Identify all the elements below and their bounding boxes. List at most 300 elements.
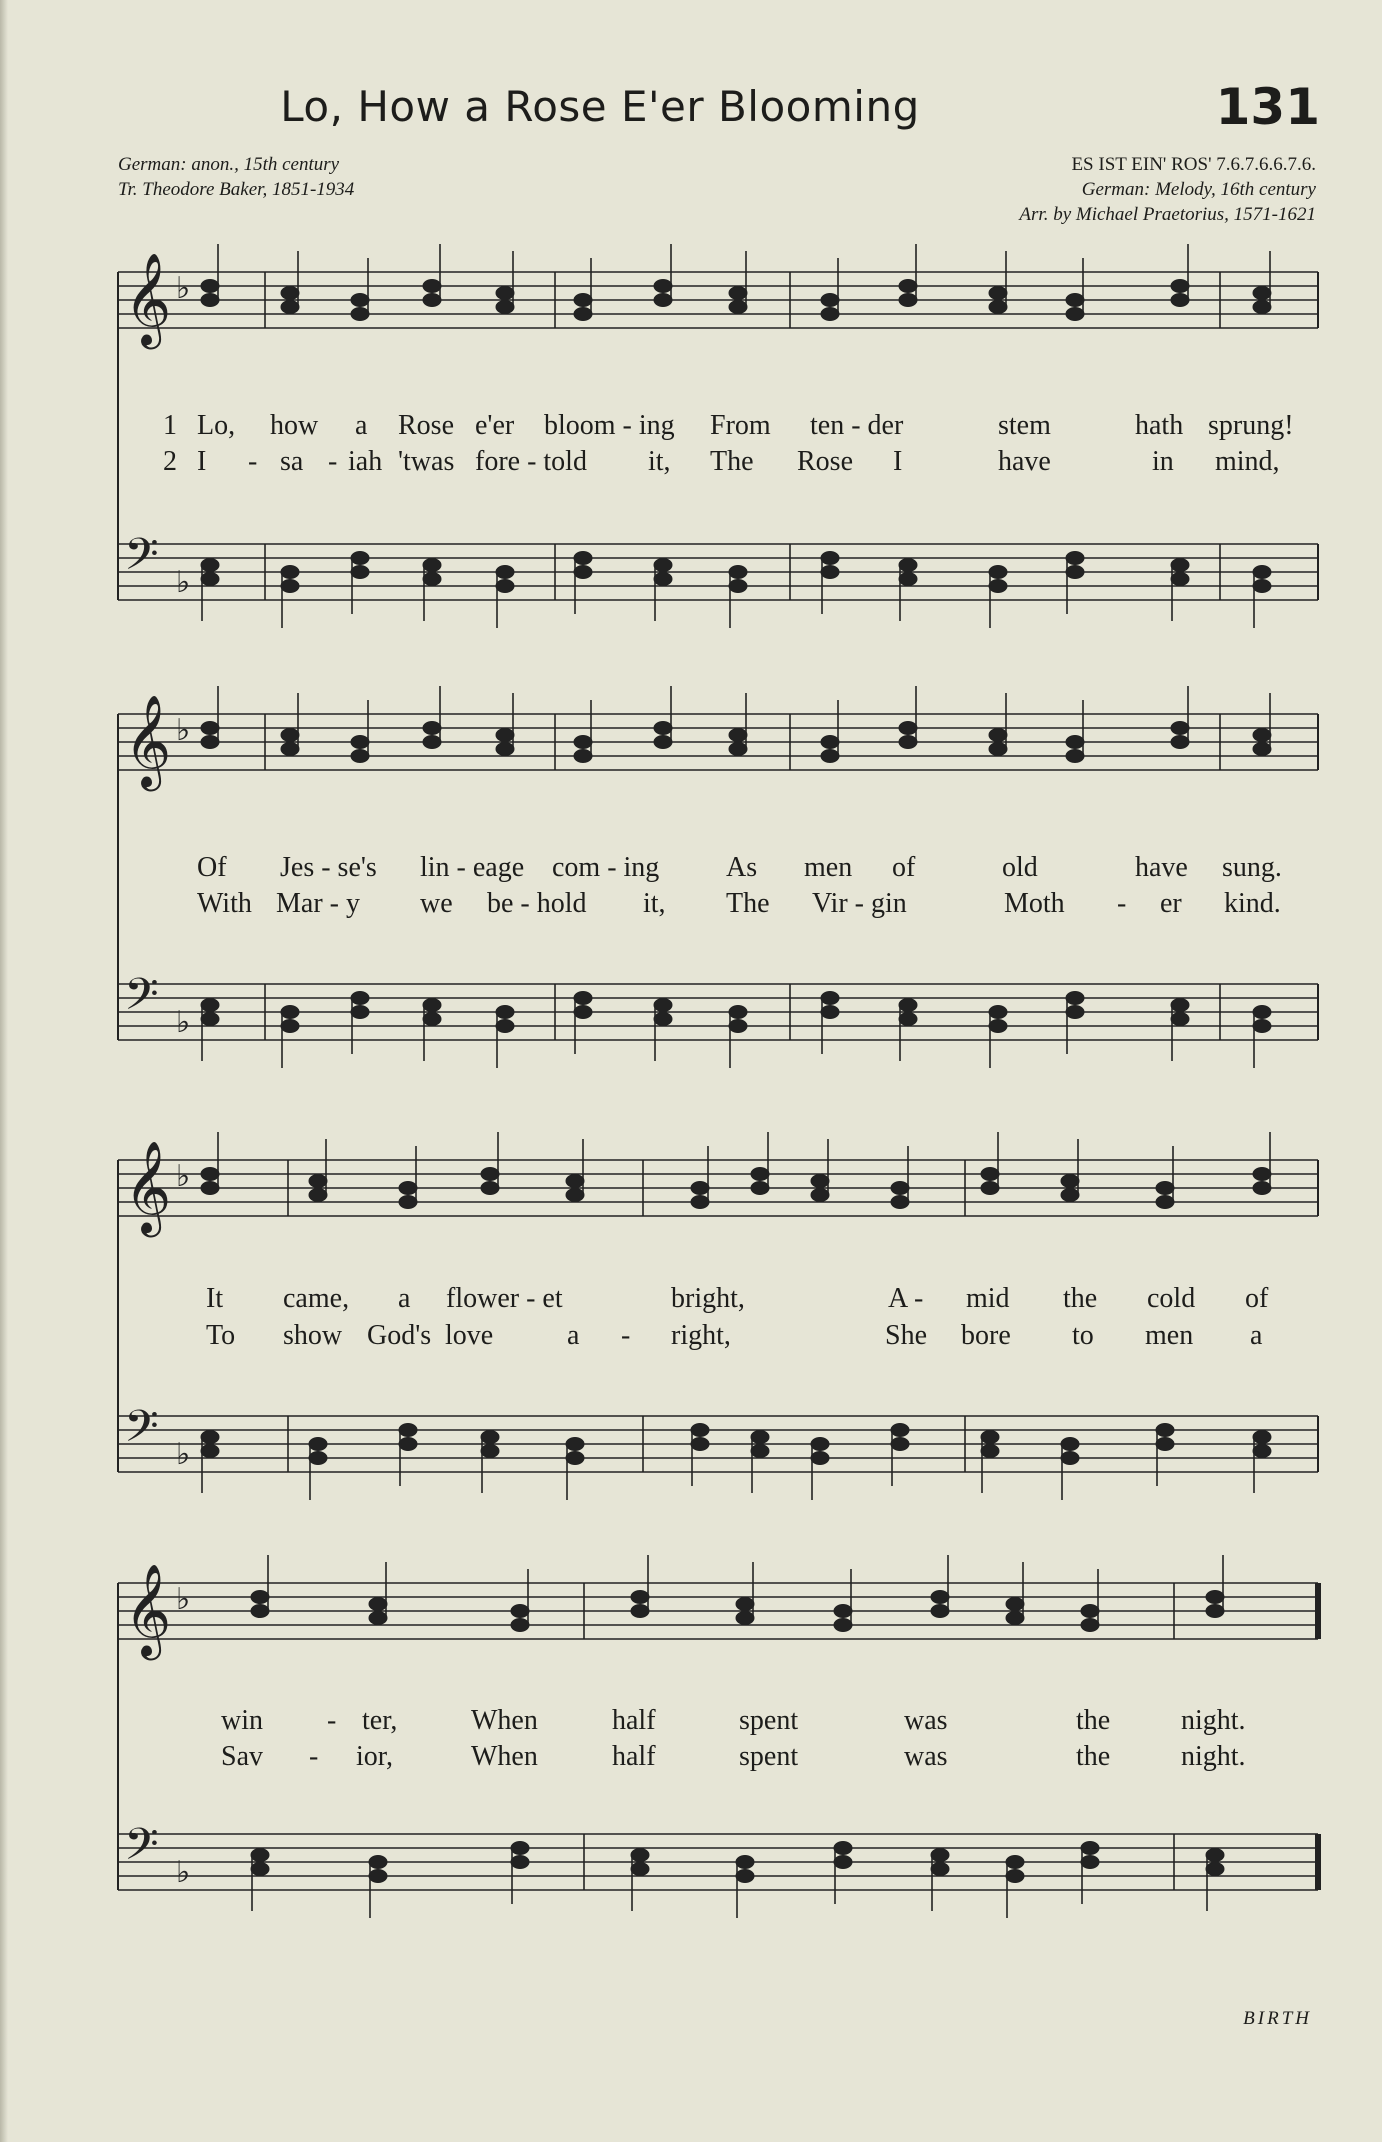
flat-sign-icon: ♭ (176, 1159, 191, 1194)
note-head (989, 729, 1007, 742)
note-head (891, 1196, 909, 1209)
note-head (1171, 722, 1189, 735)
flat-sign-icon: ♭ (176, 713, 191, 748)
note-head (1081, 1856, 1099, 1869)
note-head (201, 1168, 219, 1181)
note-head (1253, 566, 1271, 579)
lyric-syllable: Mar - y (276, 888, 360, 919)
note-head (351, 750, 369, 763)
lyric-syllable: er (1160, 888, 1182, 919)
note-head (1253, 301, 1271, 314)
bass-clef-icon: 𝄢 (124, 528, 159, 591)
note-head (981, 1168, 999, 1181)
lyric-syllable: I (893, 446, 903, 477)
lyric-syllable: 'twas (398, 446, 455, 477)
note-head (496, 729, 514, 742)
note-head (201, 559, 219, 572)
note-head (989, 580, 1007, 593)
note-head (989, 1006, 1007, 1019)
note-head (309, 1438, 327, 1451)
note-head (1061, 1189, 1079, 1202)
note-head (729, 1020, 747, 1033)
note-head (729, 287, 747, 300)
note-head (423, 280, 441, 293)
treble-clef-icon: 𝄞 (124, 1140, 172, 1233)
lyric-syllable: I (197, 446, 207, 477)
note-head (566, 1438, 584, 1451)
note-head (1061, 1438, 1079, 1451)
note-head (1171, 559, 1189, 572)
lyric-syllable: Sav (221, 1741, 263, 1772)
note-head (309, 1175, 327, 1188)
note-head (811, 1175, 829, 1188)
note-head (1066, 566, 1084, 579)
note-head (481, 1168, 499, 1181)
note-head (899, 280, 917, 293)
note-head (989, 743, 1007, 756)
note-head (834, 1856, 852, 1869)
note-head (631, 1591, 649, 1604)
note-head (351, 566, 369, 579)
note-head (423, 294, 441, 307)
note-head (201, 722, 219, 735)
lyric-syllable: the (1076, 1705, 1111, 1736)
lyric-syllable: a (398, 1283, 411, 1314)
note-head (931, 1849, 949, 1862)
lyric-syllable: It (206, 1283, 224, 1314)
lyric-syllable: - (327, 1705, 337, 1736)
note-head (899, 573, 917, 586)
lyric-syllable: it, (648, 446, 671, 477)
lyric-syllable: The (726, 888, 770, 919)
lyric-syllable: night. (1181, 1741, 1246, 1772)
lyric-syllable: spent (739, 1741, 799, 1772)
lyric-syllable: of (892, 852, 916, 883)
hymn-title: Lo, How a Rose E'er Blooming (280, 82, 920, 131)
lyric-syllable: mid (966, 1283, 1010, 1314)
bass-clef-icon: 𝄢 (124, 968, 159, 1031)
note-head (691, 1182, 709, 1195)
note-head (251, 1605, 269, 1618)
note-head (1006, 1612, 1024, 1625)
note-head (729, 580, 747, 593)
note-head (981, 1182, 999, 1195)
lyric-syllable: Rose (797, 446, 853, 477)
lyric-syllable: - (621, 1320, 631, 1351)
note-head (834, 1842, 852, 1855)
note-head (481, 1182, 499, 1195)
note-head (1081, 1619, 1099, 1632)
lyric-syllable: to (1072, 1320, 1094, 1351)
lyric-syllable: e'er (475, 410, 515, 441)
lyric-syllable: the (1076, 1741, 1111, 1772)
note-head (736, 1856, 754, 1869)
lyric-syllable: kind. (1224, 888, 1281, 919)
lyric-syllable: From (710, 410, 771, 441)
note-head (281, 1006, 299, 1019)
note-head (1006, 1870, 1024, 1883)
note-head (821, 566, 839, 579)
flat-sign-icon: ♭ (176, 1855, 191, 1890)
lyric-syllable: love (445, 1320, 494, 1351)
melody-credit: German: Melody, 16th century (1081, 179, 1316, 200)
lyric-syllable: Moth (1004, 888, 1065, 919)
note-head (1171, 573, 1189, 586)
note-head (821, 750, 839, 763)
lyric-syllable: God's (367, 1320, 432, 1351)
lyric-syllable: how (270, 410, 319, 441)
note-head (281, 287, 299, 300)
lyric-syllable: right, (671, 1320, 731, 1351)
note-head (654, 736, 672, 749)
note-head (423, 736, 441, 749)
lyric-syllable: sa (280, 446, 304, 477)
lyric-syllable: be - hold (487, 888, 587, 919)
note-head (654, 573, 672, 586)
note-head (399, 1438, 417, 1451)
flat-sign-icon: ♭ (176, 565, 191, 600)
lyric-syllable: old (1002, 852, 1038, 883)
note-head (811, 1452, 829, 1465)
lyric-syllable: the (1063, 1283, 1098, 1314)
note-head (1253, 1431, 1271, 1444)
note-head (821, 552, 839, 565)
note-head (566, 1189, 584, 1202)
note-head (201, 1182, 219, 1195)
verse-number: 1 (163, 410, 177, 441)
topic-label: BIRTH (1243, 2008, 1312, 2029)
note-head (201, 1431, 219, 1444)
note-head (1253, 287, 1271, 300)
note-head (496, 743, 514, 756)
note-head (496, 1006, 514, 1019)
text-source: German: anon., 15th century (118, 154, 340, 175)
note-head (201, 294, 219, 307)
lyric-syllable: show (283, 1320, 343, 1351)
lyric-syllable: She (885, 1320, 927, 1351)
lyric-syllable: When (471, 1741, 538, 1772)
flat-sign-icon: ♭ (176, 271, 191, 306)
lyric-syllable: sung. (1222, 852, 1282, 883)
note-head (899, 1013, 917, 1026)
note-head (1253, 729, 1271, 742)
lyric-syllable: came, (283, 1283, 350, 1314)
lyric-syllable: was (904, 1741, 948, 1772)
note-head (351, 308, 369, 321)
note-head (281, 729, 299, 742)
lyric-syllable: mind, (1215, 446, 1280, 477)
lyric-syllable: have (1135, 852, 1188, 883)
lyric-syllable: cold (1147, 1283, 1196, 1314)
note-head (1061, 1175, 1079, 1188)
lyric-syllable: men (804, 852, 853, 883)
note-head (691, 1438, 709, 1451)
note-head (351, 992, 369, 1005)
note-head (654, 999, 672, 1012)
note-head (1253, 743, 1271, 756)
note-head (1206, 1605, 1224, 1618)
note-head (351, 736, 369, 749)
note-head (981, 1445, 999, 1458)
lyric-syllable: stem (998, 410, 1051, 441)
note-head (729, 729, 747, 742)
note-head (729, 743, 747, 756)
note-head (751, 1431, 769, 1444)
lyric-syllable: hath (1135, 410, 1184, 441)
note-head (423, 573, 441, 586)
note-head (511, 1856, 529, 1869)
lyric-syllable: The (710, 446, 754, 477)
note-head (201, 280, 219, 293)
note-head (496, 287, 514, 300)
lyric-syllable: iah (348, 446, 383, 477)
note-head (423, 559, 441, 572)
treble-clef-icon: 𝄞 (124, 252, 172, 345)
lyric-syllable: When (471, 1705, 538, 1736)
note-head (1081, 1605, 1099, 1618)
note-head (736, 1598, 754, 1611)
note-head (1061, 1452, 1079, 1465)
note-head (1206, 1591, 1224, 1604)
bass-clef-icon: 𝄢 (124, 1818, 159, 1881)
note-head (1253, 1006, 1271, 1019)
lyric-syllable: half (612, 1705, 656, 1736)
note-head (631, 1849, 649, 1862)
lyric-syllable: - (248, 446, 258, 477)
flat-sign-icon: ♭ (176, 1437, 191, 1472)
note-head (821, 992, 839, 1005)
lyric-syllable: men (1145, 1320, 1194, 1351)
lyric-syllable: Vir - gin (812, 888, 907, 919)
lyric-syllable: ten - der (810, 410, 904, 441)
note-head (574, 294, 592, 307)
note-head (1066, 736, 1084, 749)
note-head (511, 1619, 529, 1632)
note-head (574, 308, 592, 321)
note-head (654, 1013, 672, 1026)
lyric-syllable: spent (739, 1705, 799, 1736)
lyric-syllable: night. (1181, 1705, 1246, 1736)
note-head (1171, 280, 1189, 293)
note-head (729, 301, 747, 314)
note-head (281, 301, 299, 314)
note-head (1171, 294, 1189, 307)
note-head (399, 1424, 417, 1437)
note-head (654, 722, 672, 735)
note-head (631, 1863, 649, 1876)
note-head (1171, 736, 1189, 749)
note-head (1206, 1863, 1224, 1876)
flat-sign-icon: ♭ (176, 1005, 191, 1040)
lyric-syllable: win (221, 1705, 263, 1736)
lyric-syllable: - (309, 1741, 319, 1772)
note-head (834, 1605, 852, 1618)
note-head (751, 1445, 769, 1458)
note-head (1156, 1182, 1174, 1195)
lyric-syllable: in (1152, 446, 1174, 477)
note-head (751, 1182, 769, 1195)
lyric-syllable: a (1250, 1320, 1263, 1351)
note-head (496, 1020, 514, 1033)
lyric-syllable: sprung! (1208, 410, 1294, 441)
note-head (496, 301, 514, 314)
note-head (1253, 1445, 1271, 1458)
note-head (1066, 294, 1084, 307)
note-head (574, 736, 592, 749)
note-head (811, 1438, 829, 1451)
note-head (369, 1612, 387, 1625)
note-head (281, 743, 299, 756)
note-head (989, 566, 1007, 579)
note-head (899, 736, 917, 749)
note-head (729, 566, 747, 579)
note-head (631, 1605, 649, 1618)
note-head (201, 1445, 219, 1458)
note-head (201, 1013, 219, 1026)
note-head (481, 1445, 499, 1458)
note-head (1253, 1182, 1271, 1195)
note-head (351, 552, 369, 565)
treble-clef-icon: 𝄞 (124, 1563, 172, 1656)
lyric-syllable: was (904, 1705, 948, 1736)
treble-clef-icon: 𝄞 (124, 694, 172, 787)
lyric-syllable: have (998, 446, 1051, 477)
note-head (574, 566, 592, 579)
note-head (369, 1856, 387, 1869)
flat-sign-icon: ♭ (176, 1582, 191, 1617)
lyric-syllable: bore (961, 1320, 1011, 1351)
note-head (989, 301, 1007, 314)
note-head (251, 1591, 269, 1604)
note-head (931, 1591, 949, 1604)
note-head (821, 294, 839, 307)
lyric-syllable: ior, (356, 1741, 393, 1772)
note-head (654, 559, 672, 572)
note-head (309, 1189, 327, 1202)
note-head (1066, 308, 1084, 321)
note-head (1253, 580, 1271, 593)
note-head (423, 722, 441, 735)
note-head (1066, 750, 1084, 763)
note-head (574, 1006, 592, 1019)
note-head (931, 1863, 949, 1876)
note-head (691, 1196, 709, 1209)
note-head (1253, 1020, 1271, 1033)
lyric-syllable: Of (197, 852, 227, 883)
note-head (989, 287, 1007, 300)
note-head (736, 1612, 754, 1625)
lyric-syllable: of (1245, 1283, 1269, 1314)
note-head (1156, 1196, 1174, 1209)
note-head (511, 1605, 529, 1618)
note-head (574, 750, 592, 763)
note-head (1066, 1006, 1084, 1019)
lyric-syllable: a (355, 410, 368, 441)
note-head (834, 1619, 852, 1632)
note-head (1171, 1013, 1189, 1026)
lyric-syllable: - (914, 1283, 924, 1314)
lyric-syllable: With (197, 888, 252, 919)
lyric-syllable: A (888, 1283, 909, 1314)
note-head (1206, 1849, 1224, 1862)
lyric-syllable: Rose (398, 410, 454, 441)
note-head (281, 580, 299, 593)
note-head (654, 294, 672, 307)
note-head (423, 1013, 441, 1026)
note-head (891, 1182, 909, 1195)
note-head (1253, 1168, 1271, 1181)
lyric-syllable: com - ing (552, 852, 660, 883)
verse-number: 2 (163, 446, 177, 477)
note-head (899, 722, 917, 735)
note-head (891, 1438, 909, 1451)
note-head (821, 308, 839, 321)
note-head (251, 1849, 269, 1862)
lyric-syllable: As (726, 852, 758, 883)
note-head (281, 566, 299, 579)
note-head (931, 1605, 949, 1618)
lyric-syllable: fore - told (475, 446, 587, 477)
note-head (423, 999, 441, 1012)
note-head (351, 294, 369, 307)
tune-name: ES IST EIN' ROS' 7.6.7.6.6.7.6. (1071, 154, 1316, 175)
note-head (1156, 1438, 1174, 1451)
note-head (1156, 1424, 1174, 1437)
note-head (1066, 992, 1084, 1005)
note-head (981, 1431, 999, 1444)
note-head (399, 1196, 417, 1209)
note-head (399, 1182, 417, 1195)
lyric-syllable: bright, (671, 1283, 745, 1314)
lyric-syllable: we (420, 888, 453, 919)
lyric-syllable: flower - et (446, 1283, 563, 1314)
note-head (1171, 999, 1189, 1012)
note-head (566, 1175, 584, 1188)
bass-clef-icon: 𝄢 (124, 1400, 159, 1463)
note-head (496, 566, 514, 579)
note-head (811, 1189, 829, 1202)
note-head (654, 280, 672, 293)
note-head (891, 1424, 909, 1437)
note-head (821, 736, 839, 749)
note-head (821, 1006, 839, 1019)
note-head (736, 1870, 754, 1883)
lyric-syllable: ter, (362, 1705, 398, 1736)
lyric-syllable: bloom - ing (544, 410, 675, 441)
lyric-syllable: Lo, (197, 410, 236, 441)
lyric-syllable: Jes - se's (280, 852, 377, 883)
note-head (251, 1863, 269, 1876)
note-head (574, 992, 592, 1005)
lyric-syllable: - (328, 446, 338, 477)
lyric-syllable: To (206, 1320, 236, 1351)
translator-credit: Tr. Theodore Baker, 1851-1934 (118, 179, 355, 200)
arranger-credit: Arr. by Michael Praetorius, 1571-1621 (1019, 204, 1316, 225)
note-head (351, 1006, 369, 1019)
note-head (369, 1598, 387, 1611)
lyric-syllable: half (612, 1741, 656, 1772)
note-head (691, 1424, 709, 1437)
note-head (481, 1431, 499, 1444)
note-head (566, 1452, 584, 1465)
note-head (1006, 1598, 1024, 1611)
note-head (574, 552, 592, 565)
note-head (201, 999, 219, 1012)
note-head (899, 999, 917, 1012)
note-head (496, 580, 514, 593)
lyric-syllable: a (567, 1320, 580, 1351)
note-head (511, 1842, 529, 1855)
